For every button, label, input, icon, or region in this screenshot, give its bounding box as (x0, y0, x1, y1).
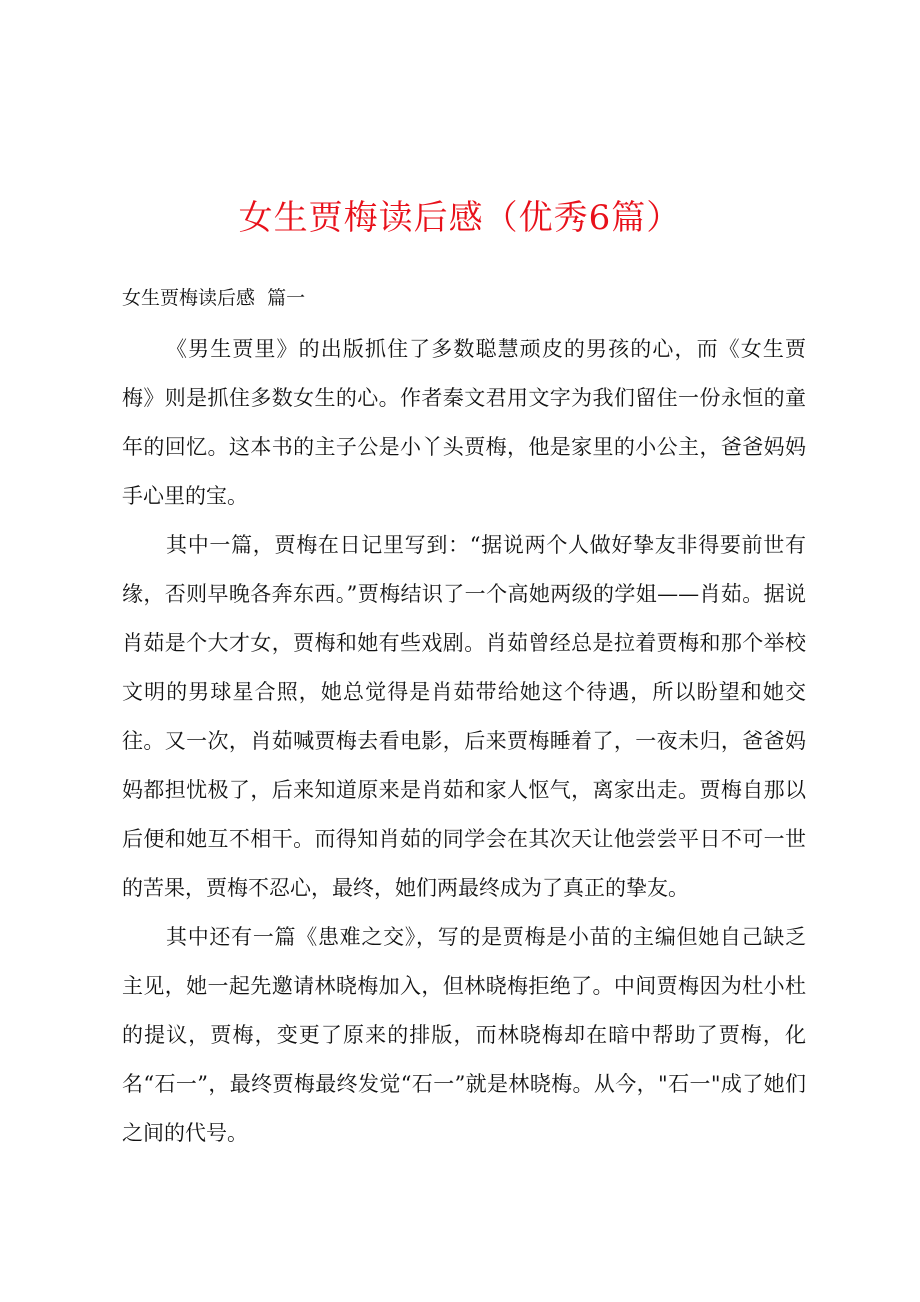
document-title: 女生贾梅读后感（优秀6篇） (238, 198, 682, 238)
paragraph: 《男生贾里》的出版抓住了多数聪慧顽皮的男孩的心，而《女生贾梅》则是抓住多数女生的心。作者秦文君用文字为我们留住一份永恒的童年的回忆。这本书的主子公是小丫头贾梅，他是家里的小公主，爸爸妈妈手心里的宝。 (122, 337, 806, 508)
document-body (122, 325, 806, 1158)
paragraph: 其中一篇，贾梅在日记里写到：“据说两个人做好挚友非得要前世有缘，否则早晚各奔东西。”贾梅结识了一个高她两级的学姐——肖茹。据说肖茹是个大才女，贾梅和她有些戏剧。肖茹曾经总是拉着贾梅和那个举校文明的男球星合照，她总觉得是肖茹带给她这个待遇，所以盼望和她交往。又一次，肖茹喊贾梅去看电影，后来贾梅睡着了，一夜未归，爸爸妈妈都担忧极了，后来知道原来是肖茹和家人怄气，离家出走。贾梅自那以后便和她互不相干。而得知肖茹的同学会在其次天让他尝尝平日不可一世的苦果，贾梅不忍心，最终，她们两最终成为了真正的挚友。 (122, 533, 806, 900)
paragraph: 其中还有一篇《患难之交》，写的是贾梅是小苗的主编但她自己缺乏主见，她一起先邀请林晓梅加入，但林晓梅拒绝了。中间贾梅因为杜小杜的提议，贾梅，变更了原来的排版，而林晓梅却在暗中帮助了贾梅，化名“石一”，最终贾梅最终发觉“石一”就是林晓梅。从今，"石一"成了她们之间的代号。 (122, 925, 806, 1145)
section-heading: 女生贾梅读后感 篇一 (122, 287, 306, 309)
